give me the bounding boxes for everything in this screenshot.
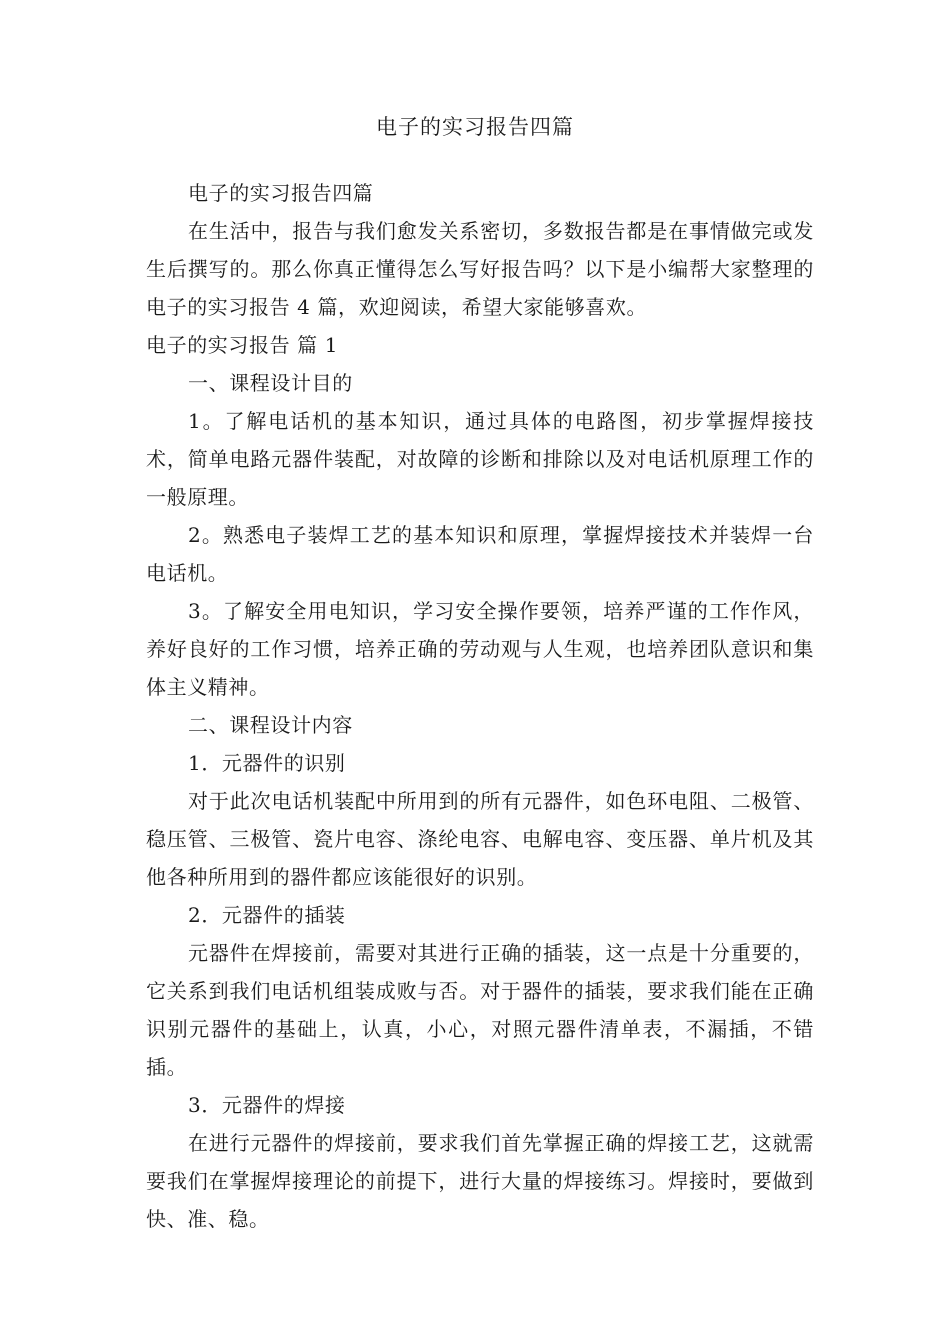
- paragraph-identification: 对于此次电话机装配中所用到的所有元器件，如色环电阻、二极管、稳压管、三极管、瓷片电容、涤纶电容、电解电容、变压器、单片机及其他各种所用到的器件都应该能很好的识别。: [146, 789, 814, 889]
- subheading-insertion: 2．元器件的插装: [188, 903, 346, 927]
- paragraph-purpose-3: 3。了解安全用电知识，学习安全操作要领，培养严谨的工作作风，养好良好的工作习惯，培养正确的劳动观与人生观，也培养团队意识和集体主义精神。: [146, 599, 814, 699]
- paragraph-soldering: 在进行元器件的焊接前，要求我们首先掌握正确的焊接工艺，这就需要我们在掌握焊接理论的前提下，进行大量的焊接练习。焊接时，要做到快、准、稳。: [146, 1131, 814, 1231]
- document-body: [146, 174, 814, 1238]
- heading-course-purpose: 一、课程设计目的: [188, 371, 353, 395]
- subheading-identification: 1．元器件的识别: [188, 751, 346, 775]
- paragraph-purpose-2: 2。熟悉电子装焊工艺的基本知识和原理，掌握焊接技术并装焊一台电话机。: [146, 523, 814, 585]
- paragraph-insertion: 元器件在焊接前，需要对其进行正确的插装，这一点是十分重要的，它关系到我们电话机组装成败与否。对于器件的插装，要求我们能在正确识别元器件的基础上，认真，小心，对照元器件清单表，不漏插，不错插。: [146, 941, 814, 1079]
- subheading-soldering: 3．元器件的焊接: [188, 1093, 346, 1117]
- section-heading-report-1: 电子的实习报告 篇 1: [146, 333, 339, 357]
- paragraph-purpose-1: 1。了解电话机的基本知识，通过具体的电路图，初步掌握焊接技术，简单电路元器件装配，对故障的诊断和排除以及对电话机原理工作的一般原理。: [146, 409, 814, 509]
- paragraph-intro: 在生活中，报告与我们愈发关系密切，多数报告都是在事情做完或发生后撰写的。那么你真正懂得怎么写好报告吗？以下是小编帮大家整理的电子的实习报告 4 篇，欢迎阅读，希望大家能够喜欢。: [146, 219, 814, 319]
- heading-course-content: 二、课程设计内容: [188, 713, 353, 737]
- document-title: 电子的实习报告四篇: [376, 115, 574, 139]
- paragraph-subtitle: 电子的实习报告四篇: [188, 181, 374, 205]
